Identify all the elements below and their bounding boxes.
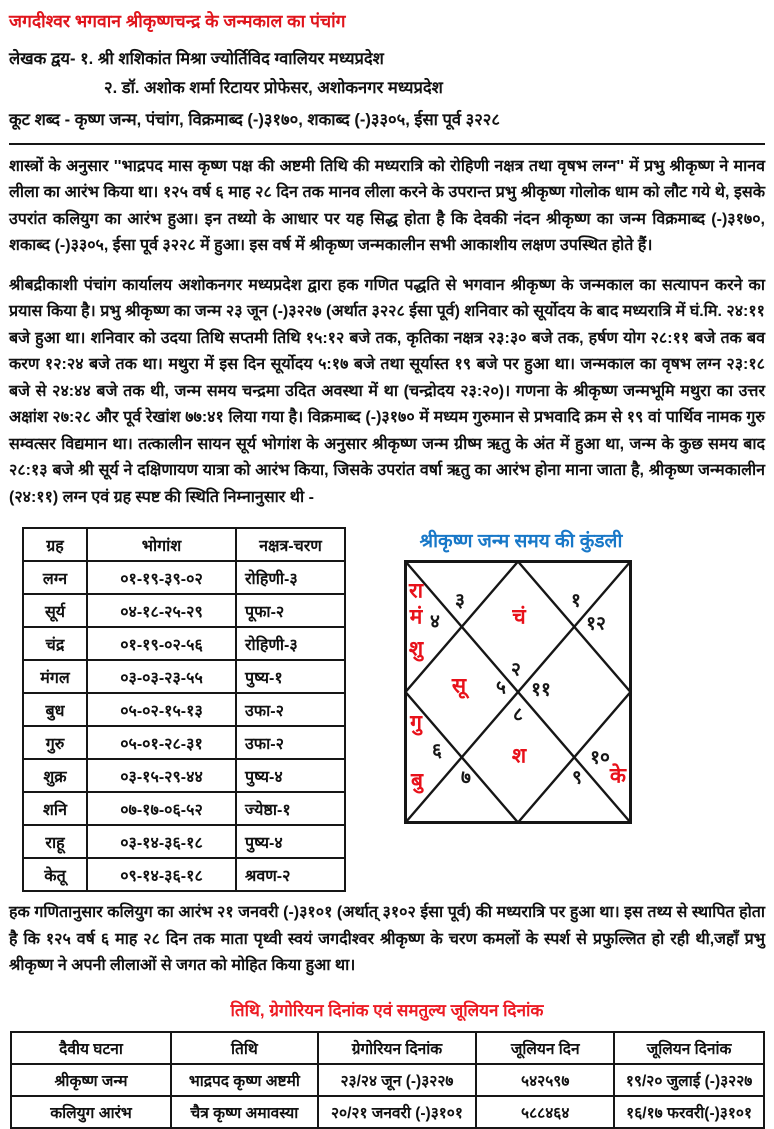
dates-table bbox=[10, 1031, 765, 1129]
table-row bbox=[23, 660, 345, 693]
table-cell: १६/१७ फरवरी(-)३१०१ bbox=[614, 1096, 764, 1128]
table-cell: चंद्र bbox=[23, 627, 87, 660]
table-row bbox=[23, 726, 345, 759]
rashi-number-house12: १ bbox=[571, 590, 581, 612]
keywords-line: कूट शब्द - कृष्ण जन्म, पंचांग, विक्रमाब्द (-)३१७०, शकाब्द (-)३३०५, ईसा पूर्व ३२२८ bbox=[9, 110, 500, 129]
rashi-number-house2: ३ bbox=[455, 590, 465, 612]
table-cell: ०३-१५-२९-४४ bbox=[87, 759, 236, 792]
table-row bbox=[23, 693, 345, 726]
table-cell: ५४२५९७ bbox=[476, 1064, 614, 1096]
table-cell: ०१-१९-३९-०२ bbox=[87, 561, 236, 594]
page-title: जगदीश्वर भगवान श्रीकृष्णचन्द्र के जन्मकाल का पंचांग bbox=[9, 11, 346, 31]
table-cell: राहू bbox=[23, 825, 87, 858]
intro-text-after: में प्रभु श्रीकृष्ण ने मानव लीला का आरंभ किया था। १२५ वर्ष ६ माह २८ दिन तक मानव लीला करने के उपरान्त प्रभु श्रीकृष्ण गोलोक धाम को लौट गये थे, इसके उपरांत कलियुग का आरंभ हुआ। इन तथ्यो के आधार पर यह सिद्ध होता है कि देवकी नंदन श्रीकृष्ण का जन्म विक्रमाब्द (-)३१७०, शकाब्द (-)३३०५, ईसा पूर्व ३२२८ में हुआ। इस वर्ष में श्रीकृष्ण जन्मकालीन सभी आकाशीय लक्षण उपस्थित होते हैं। bbox=[9, 157, 765, 255]
table-cell: लग्न bbox=[23, 561, 87, 594]
surya-label: सू bbox=[451, 674, 467, 698]
rashi-number-house8: ९ bbox=[572, 767, 582, 789]
kundali-title: श्रीकृष्ण जन्म समय की कुंडली bbox=[419, 531, 623, 553]
dates-table-heading: तिथि, ग्रेगोरियन दिनांक एवं समतुल्य जूलियन दिनांक bbox=[230, 1000, 544, 1020]
rashi-number-house4: ५ bbox=[496, 677, 506, 699]
column-header-julian-day: जूलियन दिन bbox=[476, 1032, 614, 1064]
table-cell: चैत्र कृष्ण अमावस्या bbox=[171, 1096, 318, 1128]
table-row bbox=[11, 1064, 764, 1096]
intro-paragraph bbox=[9, 154, 765, 260]
shani-label: श bbox=[511, 744, 527, 768]
table-cell: भाद्रपद कृष्ण अष्टमी bbox=[171, 1064, 318, 1096]
column-header-nakshatra-charan: नक्षत्र-चरण bbox=[236, 528, 345, 561]
column-header-tithi: तिथि bbox=[171, 1032, 318, 1064]
table-and-chart-section bbox=[22, 527, 765, 892]
intro-text-before: शास्त्रों के अनुसार bbox=[9, 157, 114, 175]
table-cell: ०९-१४-३६-१८ bbox=[87, 858, 236, 891]
table-cell: केतू bbox=[23, 858, 87, 891]
table-row bbox=[23, 594, 345, 627]
kundali-section bbox=[404, 527, 644, 829]
divider-rule bbox=[9, 143, 765, 145]
table-row bbox=[23, 858, 345, 891]
table-cell: रोहिणी-३ bbox=[236, 627, 345, 660]
rashi-number-house10: ११ bbox=[531, 679, 551, 701]
table-cell: २०/२१ जनवरी (-)३१०१ bbox=[318, 1096, 477, 1128]
table-cell: श्रीकृष्ण जन्म bbox=[11, 1064, 171, 1096]
table-cell: कलियुग आरंभ bbox=[11, 1096, 171, 1128]
table-cell: १९/२० जुलाई (-)३२२७ bbox=[614, 1064, 764, 1096]
column-header-gregorian-date: ग्रेगोरियन दिनांक bbox=[318, 1032, 477, 1064]
table-cell: पुष्य-४ bbox=[236, 759, 345, 792]
authors-line-2: २. डॉ. अशोक शर्मा रिटायर प्रोफेसर, अशोकनगर मध्यप्रदेश bbox=[104, 78, 443, 97]
table-cell: मंगल bbox=[23, 660, 87, 693]
table-cell: ०५-०२-१५-१३ bbox=[87, 693, 236, 726]
column-header-graha: ग्रह bbox=[23, 528, 87, 561]
table-cell: ०३-१४-३६-१८ bbox=[87, 825, 236, 858]
kundali-chart bbox=[404, 560, 632, 824]
guru-label: गु bbox=[410, 711, 422, 735]
intro-quote: ''भाद्रपद मास कृष्ण पक्ष की अष्टमी तिथि की मध्यरात्रि को रोहिणी नक्षत्र तथा वृषभ लग्न'' bbox=[113, 157, 625, 175]
table-row bbox=[23, 792, 345, 825]
column-header-bhogansh: भोगांश bbox=[87, 528, 236, 561]
table-cell: सूर्य bbox=[23, 594, 87, 627]
table-row bbox=[23, 759, 345, 792]
ketu-label: के bbox=[609, 764, 627, 788]
rashi-number-house5: ६ bbox=[432, 740, 442, 762]
table-cell: पूफा-२ bbox=[236, 594, 345, 627]
rashi-number-house3: ४ bbox=[430, 611, 440, 633]
table-cell: उफा-२ bbox=[236, 726, 345, 759]
table-cell: ज्येष्ठा-१ bbox=[236, 792, 345, 825]
rahu-label: रा bbox=[408, 579, 424, 603]
table-header-row bbox=[11, 1032, 764, 1064]
calculation-paragraph: श्रीबद्रीकाशी पंचांग कार्यालय अशोकनगर मध्यप्रदेश द्वारा हक गणित पद्धति से भगवान श्रीकृष्ण के जन्मकाल का सत्यापन करने का प्रयास किया है। प्रभु श्रीकृष्ण का जन्म २३ जून (-)३२२७ (अर्थात ३२२८ ईसा पूर्व) शनिवार को सूर्योदय के बाद मध्यरात्रि में घं.मि. २४:११ बजे हुआ था। शनिवार को उदया तिथि सप्तमी तिथि १५:१२ बजे तक, कृतिका नक्षत्र २३:३० बजे तक, हर्षण योग २८:११ बजे तक बव करण १२:२४ बजे तक था। मथुरा में इस दिन सूर्योदय ५:१७ बजे तथा सूर्यास्त १९ बजे पर हुआ था। जन्मकाल का वृषभ लग्न २३:१८ बजे से २४:४४ बजे तक थी, जन्म समय चन्द्रमा उदित अवस्था में था (चन्द्रोदय २३:२०)। गणना के श्रीकृष्ण जन्मभूमि मथुरा का उत्तर अक्षांश २७:२८ और पूर्व रेखांश ७७:४१ लिया गया है। विक्रमाब्द (-)३१७० में मध्यम गुरुमान से प्रभवादि क्रम से १९ वां पार्थिव नामक गुरु सम्वत्सर विद्यमान था। तत्कालीन सायन सूर्य भोगांश के अनुसार श्रीकृष्ण जन्म ग्रीष्म ऋतु के अंत में हुआ था, जन्म के कुछ समय बाद २८:१३ बजे श्री सूर्य ने दक्षिणायण यात्रा को आरंभ किया, जिसके उपरांत वर्षा ऋतु का आरंभ होना माना जाता है, श्रीकृष्ण जन्मकालीन (२४:११) लग्न एवं ग्रह स्पष्ट की स्थिति निम्नानुसार थी - bbox=[9, 276, 765, 506]
budha-label: बु bbox=[411, 769, 423, 793]
column-header-event: दैवीय घटना bbox=[11, 1032, 171, 1064]
mangal-label: मं bbox=[409, 605, 423, 629]
table-row bbox=[23, 825, 345, 858]
rashi-number-house7: ८ bbox=[513, 704, 523, 726]
rashi-number-house9: १० bbox=[590, 747, 610, 769]
shukra-label: शु bbox=[408, 637, 424, 661]
table-cell: पुष्य-४ bbox=[236, 825, 345, 858]
table-cell: ०४-१८-२५-२९ bbox=[87, 594, 236, 627]
table-cell: बुध bbox=[23, 693, 87, 726]
table-cell: शुक्र bbox=[23, 759, 87, 792]
kaliyuga-paragraph: हक गणितानुसार कलियुग का आरंभ २१ जनवरी (-)३१०१ (अर्थात् ३१०२ ईसा पूर्व) की मध्यरात्रि पर हुआ था। इस तथ्य से स्थापित होता है कि १२५ वर्ष ६ माह २८ दिन तक माता पृथ्वी स्वयं जगदीश्वर श्रीकृष्ण के चरण कमलों के स्पर्श से प्रफुल्लित हो रही थी,जहाँ प्रभु श्रीकृष्ण ने अपनी लीलाओं से जगत को मोहित किया हुआ था। bbox=[9, 904, 765, 975]
table-cell: पुष्य-१ bbox=[236, 660, 345, 693]
authors-line-1: लेखक द्वय- १. श्री शशिकांत मिश्रा ज्योर्तिविद ग्वालियर मध्यप्रदेश bbox=[9, 49, 384, 68]
table-cell: ५८८४६४ bbox=[476, 1096, 614, 1128]
table-cell: ०७-१७-०६-५२ bbox=[87, 792, 236, 825]
table-row bbox=[23, 627, 345, 660]
table-cell: रोहिणी-३ bbox=[236, 561, 345, 594]
authors-block bbox=[9, 45, 765, 103]
rashi-number-house1: २ bbox=[511, 659, 521, 681]
table-cell: ०५-०१-२८-३१ bbox=[87, 726, 236, 759]
table-cell: २३/२४ जून (-)३२२७ bbox=[318, 1064, 477, 1096]
table-row bbox=[11, 1096, 764, 1128]
table-row bbox=[23, 561, 345, 594]
table-header-row bbox=[23, 528, 345, 561]
rashi-number-house6: ७ bbox=[461, 767, 471, 789]
chandra-label: चं bbox=[512, 605, 526, 629]
table-cell: शनि bbox=[23, 792, 87, 825]
rashi-number-house11: १२ bbox=[586, 613, 606, 635]
planet-position-table bbox=[22, 527, 346, 892]
table-cell: श्रवण-२ bbox=[236, 858, 345, 891]
table-cell: उफा-२ bbox=[236, 693, 345, 726]
table-cell: गुरु bbox=[23, 726, 87, 759]
table-cell: ०३-०३-२३-५५ bbox=[87, 660, 236, 693]
table-cell: ०१-१९-०२-५६ bbox=[87, 627, 236, 660]
column-header-julian-date: जूलियन दिनांक bbox=[614, 1032, 764, 1064]
